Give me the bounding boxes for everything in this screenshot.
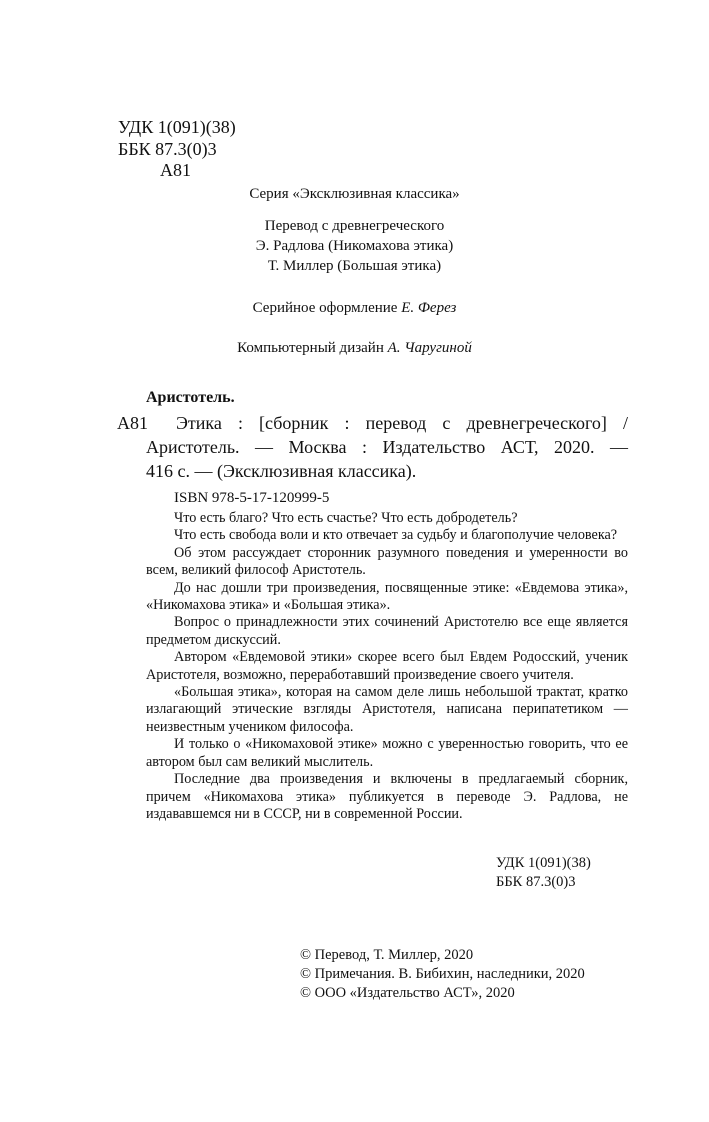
annotation-paragraph: И только о «Никомаховой этике» можно с уверенностью говорить, что ее автором был сам великий мыслитель. xyxy=(146,736,628,770)
annotation-paragraph: До нас дошли три произведения, посвященные этике: «Евдемова этика», «Никомахова этика» и «Большая этика». xyxy=(146,579,628,614)
udk-code-bottom: УДК 1(091)(38) xyxy=(496,855,591,871)
computer-design-name: А. Чаругиной xyxy=(387,340,472,356)
copyright-block xyxy=(300,946,585,1003)
isbn: ISBN 978-5-17-120999-5 xyxy=(174,490,330,506)
bbk-code-bottom: ББК 87.3(0)3 xyxy=(496,874,576,890)
translation-line-1: Перевод с древнегреческого xyxy=(264,218,445,234)
catalog-author: Аристотель. xyxy=(146,389,235,406)
bbk-code: ББК 87.3(0)3 xyxy=(118,139,217,159)
udk-header xyxy=(118,116,236,160)
annotation-paragraph: Вопрос о принадлежности этих сочинений Аристотелю все еще является предметом дискуссий. xyxy=(146,614,628,648)
computer-design-label: Компьютерный дизайн xyxy=(237,340,388,356)
annotation-paragraph: «Большая этика», которая на самом деле лишь небольшой трактат, кратко излагающий этические взгляды Аристотеля, написана перипатетиком — неизвестным учеником философа. xyxy=(146,684,628,735)
translation-line-2: Э. Радлова (Никомахова этика) xyxy=(255,238,454,254)
annotation-paragraph: Автором «Евдемовой этики» скорее всего был Евдем Родосский, ученик Аристотеля, возможно, переработавший произведение своего учителя. xyxy=(146,649,628,683)
series-line: Серия «Эксклюзивная классика» xyxy=(249,186,460,202)
biblio-line-3: 416 с. — (Эксклюзивная классика). xyxy=(146,461,417,481)
author-mark-top: А81 xyxy=(160,160,191,180)
computer-design-credit xyxy=(0,340,709,357)
annotation xyxy=(146,510,628,823)
annotation-paragraph: Что есть благо? Что есть счастье? Что есть добродетель? xyxy=(174,510,518,526)
series-design-credit xyxy=(0,300,709,317)
bibliographic-description xyxy=(146,411,628,483)
catalog-mark: А81 xyxy=(117,413,148,433)
biblio-line-2: Аристотель. — Москва : Издательство АСТ, 2020. — xyxy=(146,437,628,457)
annotation-paragraph: Что есть свобода воли и кто отвечает за судьбу и благополучие человека? xyxy=(174,527,618,544)
udk-code: УДК 1(091)(38) xyxy=(118,117,236,137)
annotation-paragraph: Последние два произведения и включены в предлагаемый сборник, причем «Никомахова этика» публикуется в переводе Э. Радлова, не издававшемся ни в СССР, ни в современной России. xyxy=(146,771,628,822)
series-design-name: Е. Ферез xyxy=(401,300,457,316)
copyright-line: © Примечания. В. Бибихин, наследники, 2020 xyxy=(300,966,585,982)
series-design-label: Серийное оформление xyxy=(252,300,402,316)
biblio-line-1: Этика : [сборник : перевод с древнегреческого] / xyxy=(176,413,628,433)
classification-codes xyxy=(496,854,591,892)
copyright-line: © Перевод, Т. Миллер, 2020 xyxy=(300,947,474,963)
copyright-line: © ООО «Издательство АСТ», 2020 xyxy=(300,985,515,1001)
translation-line-3: Т. Миллер (Большая этика) xyxy=(267,258,442,274)
annotation-paragraph: Об этом рассуждает сторонник разумного поведения и умеренности во всем, великий философ Аристотель. xyxy=(146,544,628,579)
